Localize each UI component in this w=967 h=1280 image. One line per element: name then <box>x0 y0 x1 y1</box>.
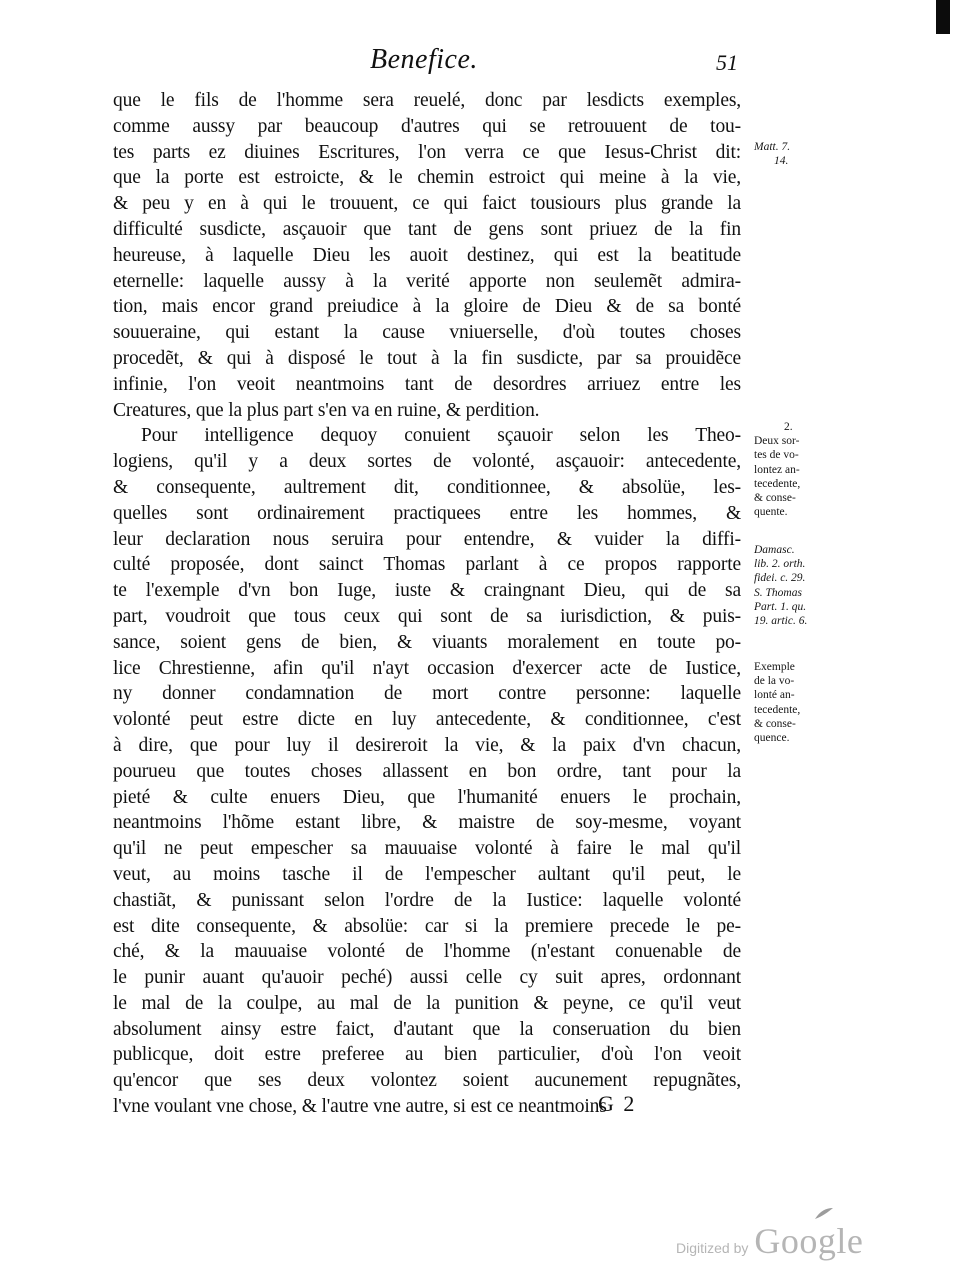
page-number: 51 <box>716 50 738 75</box>
text-line: pieté & culte enuers Dieu, que l'humanité enuers le prochain, <box>113 786 741 808</box>
scan-edge-mark <box>936 0 950 34</box>
text-line: tion, mais encor grand preiudice à la gloire de Dieu & de sa bonté <box>113 296 741 318</box>
text-line: que la porte est estroicte, & le chemin estroict qui meine à la vie, <box>113 167 741 189</box>
digitized-by-watermark <box>676 1220 863 1262</box>
text-line: que le fils de l'homme sera reuelé, donc par lesdicts exemples, <box>113 90 741 111</box>
text-line: culté proposée, dont sainct Thomas parlant à ce propos rapporte <box>113 554 741 576</box>
text-line: procedẽt, & qui à disposé le tout à la fin susdicte, par sa prouidẽce <box>113 347 741 369</box>
text-line: est dite consequente, & absolüe: car si la premiere precede le pe- <box>113 915 741 937</box>
margin-note-exemple <box>754 660 824 745</box>
margin-line: 2. <box>784 421 793 433</box>
margin-note-refs <box>754 543 824 628</box>
margin-line: Deux sor- <box>754 435 800 448</box>
text-line: eternelle: laquelle aussy à la verité apporte non seulemẽt admira- <box>113 270 741 292</box>
margin-line: & conse- <box>754 492 796 505</box>
text-line: ny donner condamnation de mort contre personne: laquelle <box>113 683 741 705</box>
margin-line: Damasc. <box>754 544 795 556</box>
margin-line: tes de vo- <box>754 449 799 462</box>
leaf-icon <box>814 1207 834 1221</box>
body-text <box>113 88 741 1120</box>
text-line: ché, & la mauuaise volonté de l'homme (n'estant conuenable de <box>113 941 741 963</box>
margin-line: Matt. 7. <box>754 141 791 153</box>
text-line: te l'exemple d'vn bon Iuge, iuste & craingnant Dieu, qui de sa <box>113 580 741 602</box>
text-line: volonté peut estre dicte en luy antecedente, & conditionnee, c'est <box>113 709 741 731</box>
text-line: part, voudroit que tous ceux qui sont de sa iurisdiction, & puis- <box>113 605 741 627</box>
text-line: quelles sont ordinairement practiquees entre les hommes, & <box>113 502 741 524</box>
margin-line: lib. 2. orth. <box>754 558 806 571</box>
running-title: Benefice. <box>370 44 478 75</box>
text-line: le punir auant qu'auoir peché) aussi celle cy suit apres, ordonnant <box>113 967 741 989</box>
margin-line: quente. <box>754 506 788 519</box>
margin-line: tecedente, <box>754 477 801 490</box>
margin-line: 14. <box>774 155 789 168</box>
text-line: tes parts ez diuines Escritures, l'on verra ce que Iesus-Christ dit: <box>113 141 741 163</box>
text-line: sance, soient gens de bien, & viuants moralement en toute po- <box>113 631 741 653</box>
text-line: à dire, que pour luy il desireroit la vie, & la paix d'vn chacun, <box>113 734 741 756</box>
google-logo: Google <box>754 1221 864 1261</box>
text-line: absolument ainsy estre faict, d'autant que la conseruation du bien <box>113 1018 741 1040</box>
margin-line: lonté an- <box>754 689 795 702</box>
text-line: lice Chrestienne, afin qu'il n'ayt occasion d'exercer acte de Iustice, <box>113 657 741 679</box>
text-line: qu'encor que ses deux volontez soient aucunement repugnãtes, <box>113 1070 741 1092</box>
text-line: difficulté susdicte, asçauoir que tant de gens sont priuez de la fin <box>113 218 741 240</box>
text-line: chastiãt, & punissant selon l'ordre de la Iustice: laquelle volonté <box>113 889 741 911</box>
text-line: & peu y en à qui le trouuent, ce qui faict tousiours plus grande la <box>113 193 741 215</box>
text-line: veut, au moins tasche il de l'empescher aultant qu'il peut, le <box>113 863 741 885</box>
text-line: pourueu que toutes choses allassent en bon ordre, tant pour la <box>113 760 741 782</box>
text-line: le mal de la coulpe, au mal de la punition & peyne, ce qu'il veut <box>113 992 741 1014</box>
text-line: heureuse, à laquelle Dieu les auoit destinez, qui est la beatitude <box>113 244 741 266</box>
text-line: infinie, l'on veoit neantmoins tant de desordres arriuez entre les <box>113 373 741 395</box>
text-line: l'vne voulant vne chose, & l'autre vne autre, si est ce neantmoins <box>113 1096 607 1118</box>
margin-line: 19. artic. 6. <box>754 615 808 628</box>
margin-line: Exemple <box>754 661 795 673</box>
margin-line: de la vo- <box>754 675 795 688</box>
text-line: Creatures, que la plus part s'en va en ruine, & perdition. <box>113 399 540 421</box>
text-line: comme aussy par beaucoup d'autres qui se retrouuent de tou- <box>113 115 741 137</box>
text-line: leur declaration nous seruira pour entendre, & vuider la diffi- <box>113 528 741 550</box>
margin-line: Part. 1. qu. <box>754 600 807 613</box>
margin-line: & conse- <box>754 717 796 730</box>
text-line: souueraine, qui estant la cause vniuerselle, d'où toutes choses <box>113 322 741 344</box>
text-line: qu'il ne peut empescher sa mauuaise volonté à faire le mal qu'il <box>113 838 741 860</box>
margin-note-deux-sortes <box>754 420 824 519</box>
margin-line: quence. <box>754 732 790 745</box>
margin-line: lontez an- <box>754 463 800 476</box>
text-line: publicque, doit estre preferee au bien particulier, d'où l'on veoit <box>113 1044 741 1066</box>
signature-mark: G 2 <box>598 1091 637 1116</box>
text-line: & consequente, aultrement dit, conditionnee, & absolüe, les- <box>113 476 741 498</box>
margin-line: fidei. c. 29. <box>754 572 806 585</box>
text-line: neantmoins l'hõme estant libre, & maistre de soy-mesme, voyant <box>113 812 741 834</box>
text-line: logiens, qu'il y a deux sortes de volonté, asçauoir: antecedente, <box>113 451 741 473</box>
text-line: Pour intelligence dequoy conuient sçauoir selon les Theo- <box>141 425 741 447</box>
digitized-by-text: Digitized by <box>676 1240 749 1256</box>
margin-line: tecedente, <box>754 703 801 716</box>
margin-note-matt <box>754 140 824 168</box>
margin-line: S. Thomas <box>754 586 802 599</box>
